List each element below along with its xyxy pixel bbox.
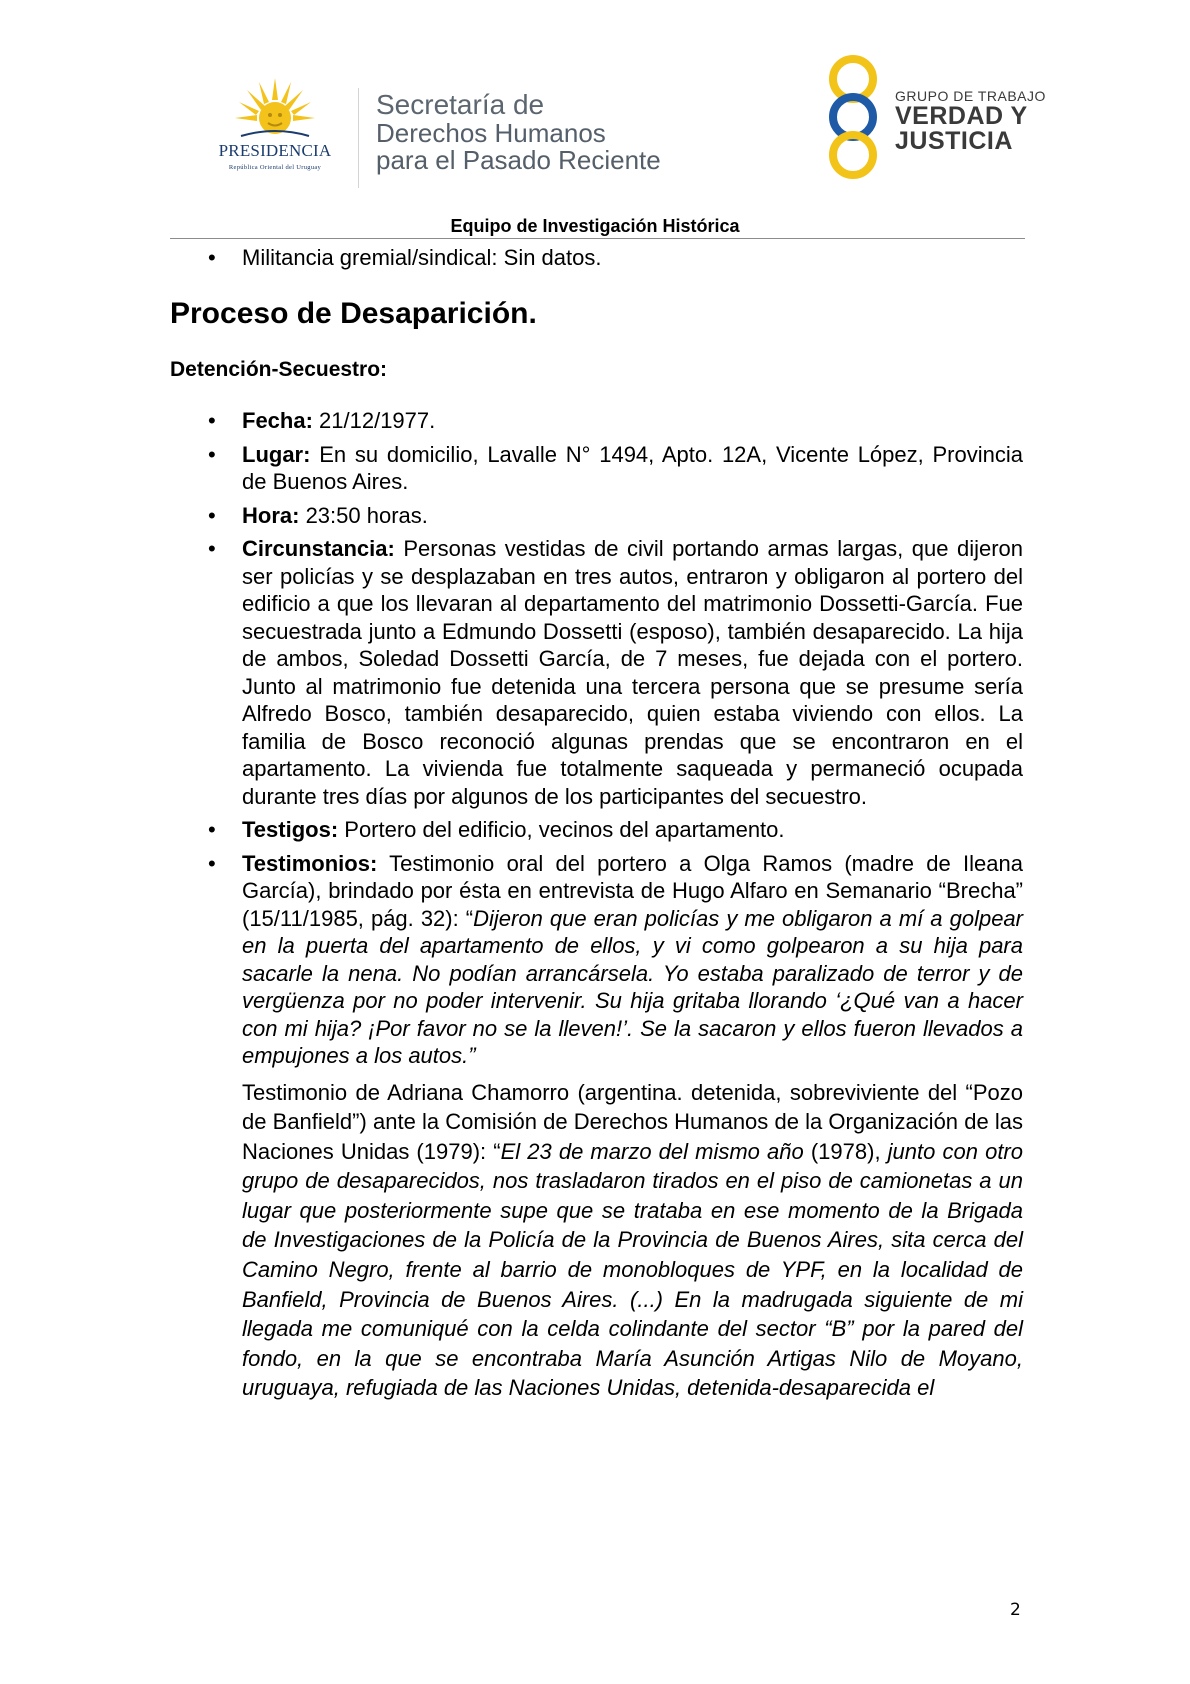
page-number: 2 bbox=[1010, 1600, 1021, 1620]
chamorro-mid: (1978), bbox=[803, 1138, 888, 1164]
testimonios-label: Testimonios: bbox=[242, 850, 378, 876]
header-divider bbox=[358, 88, 359, 188]
testigos-label: Testigos: bbox=[242, 817, 339, 842]
bullet-icon: • bbox=[208, 502, 216, 528]
fecha-label: Fecha: bbox=[242, 408, 313, 433]
list-item-fecha bbox=[170, 407, 1023, 435]
grupo-verdad-justicia-logo-icon bbox=[818, 55, 888, 180]
presidencia-logo bbox=[195, 78, 355, 188]
bullet-icon: • bbox=[208, 245, 216, 270]
list-item-testigos bbox=[170, 816, 1023, 844]
chamorro-quote-1: El 23 de marzo del mismo año bbox=[500, 1138, 804, 1164]
list-item-lugar bbox=[170, 441, 1023, 496]
secretaria-line1: Secretaría de bbox=[376, 89, 545, 120]
page-header bbox=[0, 0, 1190, 240]
header-rule bbox=[170, 238, 1025, 239]
document-body bbox=[170, 244, 1023, 1403]
militancia-text: Militancia gremial/sindical: Sin datos. bbox=[242, 245, 602, 270]
grupo-line1: GRUPO DE TRABAJO bbox=[895, 88, 1046, 104]
list-item-testimonios bbox=[170, 850, 1023, 1070]
lugar-label: Lugar: bbox=[242, 441, 311, 467]
grupo-line2: VERDAD Y bbox=[895, 102, 1028, 130]
team-name: Equipo de Investigación Histórica bbox=[450, 216, 740, 236]
bullet-icon: • bbox=[208, 441, 216, 467]
fecha-value: 21/12/1977. bbox=[312, 408, 436, 433]
list-item-hora bbox=[170, 502, 1023, 530]
presidencia-name: PRESIDENCIA bbox=[218, 141, 332, 160]
secretaria-line3: para el Pasado Reciente bbox=[376, 145, 661, 175]
hora-value: 23:50 horas. bbox=[299, 502, 428, 528]
grupo-line3: JUSTICIA bbox=[895, 127, 1013, 155]
grupo-title bbox=[895, 88, 1046, 154]
subsection-heading: Detención-Secuestro: bbox=[170, 357, 388, 381]
chamorro-intro: Testimonio de Adriana Chamorro (argentina. detenida, sobreviviente del “Pozo de Banfield”) ante la Comisión de Derechos Humanos de la Organización de las Naciones Unidas (1979): “ bbox=[242, 1079, 1023, 1164]
hora-label: Hora: bbox=[242, 502, 300, 528]
secretaria-title bbox=[376, 90, 661, 174]
circunstancia-value: Personas vestidas de civil portando armas largas, que dijeron ser policías y se desplazaban en tres autos, entraron y obligaron al portero del edificio a que los llevaran al departamento del matrimonio Dossetti-García. Fue secuestrada junto a Edmundo Dossetti (esposo), también desaparecido. La hija de ambos, Soledad Dossetti García, de 7 meses, fue dejada con el portero. Junto al matrimonio fue detenida una tercera persona que se presume sería Alfredo Bosco, también desaparecido, quien estaba viviendo con ellos. La familia de Bosco reconoció algunas prendas que se encontraron en el apartamento. La vivienda fue totalmente saqueada y permaneció ocupada durante tres días por algunos de los participantes del secuestro. bbox=[242, 536, 1023, 809]
sun-icon bbox=[235, 78, 315, 140]
circunstancia-label: Circunstancia: bbox=[242, 536, 395, 561]
list-item-circunstancia bbox=[170, 535, 1023, 810]
bullet-icon: • bbox=[208, 536, 216, 561]
lugar-value: En su domicilio, Lavalle N° 1494, Apto. 12A, Vicente López, Provincia de Buenos Aires. bbox=[242, 441, 1023, 494]
presidencia-subtitle: República Oriental del Uruguay bbox=[228, 164, 322, 171]
section-heading: Proceso de Desaparición. bbox=[170, 296, 537, 330]
chamorro-paragraph bbox=[170, 1078, 1023, 1404]
bullet-icon: • bbox=[208, 817, 216, 842]
chamorro-quote-2: junto con otro grupo de desaparecidos, nos trasladaron tirados en el piso de camionetas a un lugar que posteriormente supe que se trataba en ese momento de la Brigada de Investigaciones de la Policía de la Provincia de Buenos Aires, sita cerca del Camino Negro, frente al barrio de monobloques de YPF, en la localidad de Banfield, Provincia de Buenos Aires. (...) En la madrugada siguiente de mi llegada me comuniqué con la celda colindante del sector “B” por la pared del fondo, en la que se encontraba María Asunción Artigas Nilo de Moyano, uruguaya, refugiada de las Naciones Unidas, detenida-desaparecida el bbox=[242, 1138, 1023, 1401]
secretaria-line2: Derechos Humanos bbox=[376, 118, 606, 148]
bullet-icon: • bbox=[208, 408, 216, 433]
testimonios-quote: Dijeron que eran policías y me obligaron a mí a golpear en la puerta del apartamento de ellos, y vi como golpearon a su hija para sacarle la nena. No podían arrancársela. Yo estaba paralizado de terror y de vergüenza por no poder intervenir. Su hija gritaba llorando ‘¿Qué van a hacer con mi hija? ¡Por favor no se la lleven!’. Se la sacaron y ellos fueron llevados a empujones a los autos.” bbox=[242, 905, 1023, 1068]
testigos-value: Portero del edificio, vecinos del apartamento. bbox=[338, 817, 785, 842]
testimonios-intro: Testimonio oral del portero a Olga Ramos (madre de Ileana García), brindado por ésta en entrevista de Hugo Alfaro en Semanario “Brecha” (15/11/1985, pág. 32): “ bbox=[242, 850, 1023, 931]
bullet-icon: • bbox=[208, 850, 216, 876]
list-item-militancia bbox=[170, 244, 1023, 272]
